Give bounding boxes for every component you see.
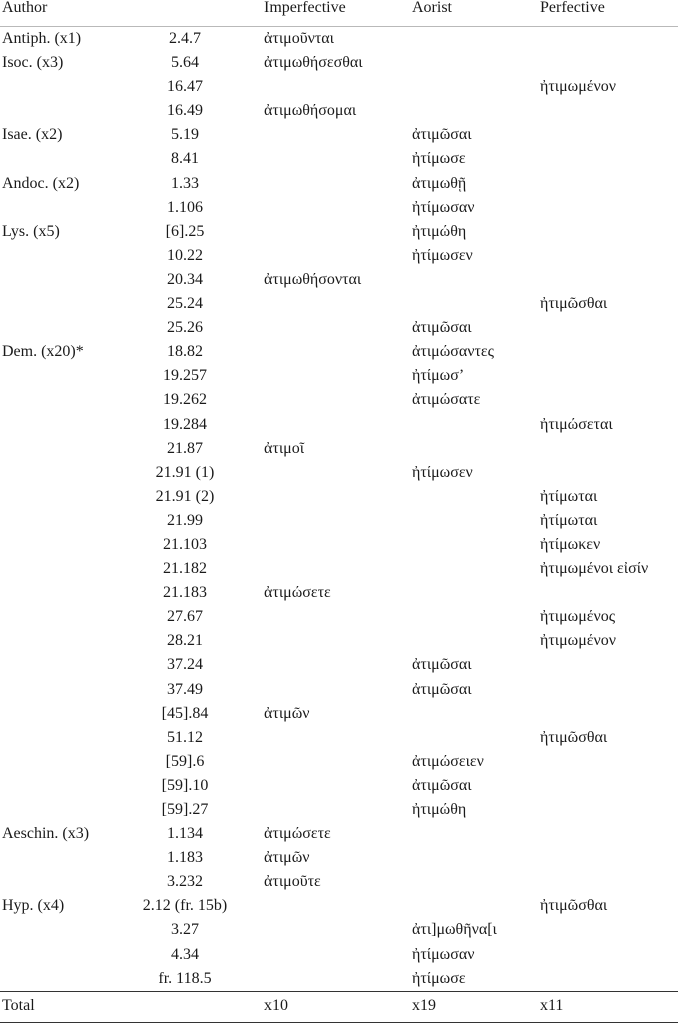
- cell-imperfective: ἀτιμοῦτε: [264, 873, 321, 891]
- table-row: [0, 340, 678, 364]
- cell-aorist: ἠτιμώθη: [412, 222, 467, 240]
- total-imperfective: x10: [264, 996, 288, 1014]
- cell-aorist: ἠτίμωσεν: [412, 246, 473, 264]
- cell-perfective: ἠτίμωκεν: [540, 535, 601, 553]
- table-row: [0, 461, 678, 485]
- cell-reference: fr. 118.5: [158, 969, 212, 987]
- cell-reference: 19.284: [163, 415, 207, 433]
- table-row: [0, 557, 678, 581]
- cell-aorist: ἠτίμωσε: [412, 969, 466, 987]
- table-row: [0, 702, 678, 726]
- table-row: [0, 388, 678, 412]
- table-row: [0, 172, 678, 196]
- table-row: [0, 726, 678, 750]
- cell-reference: 3.27: [171, 921, 199, 939]
- table-row: [0, 894, 678, 918]
- cell-reference: 21.87: [167, 439, 203, 457]
- cell-author: Andoc. (x2): [2, 174, 80, 192]
- table-row: [0, 220, 678, 244]
- cell-reference: 8.41: [171, 150, 199, 168]
- header-perfective: Perfective: [540, 0, 605, 16]
- cell-reference: [59].6: [165, 752, 205, 770]
- table-row: [0, 750, 678, 774]
- cell-reference: 21.103: [163, 535, 207, 553]
- cell-reference: 1.134: [167, 825, 203, 843]
- cell-perfective: ἠτιμώσεται: [540, 415, 613, 433]
- table-row: [0, 99, 678, 123]
- cell-perfective: ἠτιμωμένος: [540, 608, 616, 626]
- cell-aorist: ἀτιμῶσαι: [412, 776, 472, 794]
- cell-aorist: ἀτιμῶσαι: [412, 656, 472, 674]
- table-row: [0, 798, 678, 822]
- cell-perfective: ἠτιμῶσθαι: [540, 897, 608, 915]
- cell-reference: 25.26: [167, 319, 203, 337]
- cell-aorist: ἀτι]μωθῆνα[ι: [412, 921, 497, 939]
- table-row: [0, 943, 678, 967]
- cell-perfective: ἠτίμωται: [540, 487, 598, 505]
- cell-aorist: ἀτιμῶσαι: [412, 680, 472, 698]
- cell-aorist: ἀτιμῶσαι: [412, 319, 472, 337]
- cell-aorist: ἠτιμώθη: [412, 801, 467, 818]
- cell-reference: [45].84: [161, 704, 209, 722]
- table-row: [0, 629, 678, 653]
- table-row: [0, 123, 678, 147]
- table-row: [0, 196, 678, 220]
- header-imperfective: Imperfective: [264, 0, 346, 16]
- cell-reference: 21.99: [167, 511, 203, 529]
- cell-aorist: ἀτιμωθῇ: [412, 174, 467, 192]
- table-row: [0, 485, 678, 509]
- cell-imperfective: ἀτιμῶν: [264, 849, 310, 867]
- table-row: [0, 605, 678, 629]
- table-row: [0, 75, 678, 99]
- cell-reference: 21.91 (2): [155, 487, 215, 505]
- total-label: Total: [2, 996, 35, 1014]
- cell-imperfective: ἀτιμῶν: [264, 704, 310, 722]
- table-row: [0, 437, 678, 461]
- cell-imperfective: ἀτιμωθήσεσθαι: [264, 54, 363, 72]
- table-row: [0, 364, 678, 388]
- table-row: [0, 244, 678, 268]
- cell-reference: [59].27: [161, 801, 209, 818]
- table-row: [0, 147, 678, 171]
- total-perfective: x11: [540, 996, 564, 1014]
- cell-reference: 1.33: [171, 174, 199, 192]
- cell-reference: 21.183: [163, 584, 207, 602]
- table-row: [0, 846, 678, 870]
- cell-aorist: ἠτίμωσαν: [412, 945, 475, 963]
- cell-reference: 27.67: [167, 608, 203, 626]
- cell-aorist: ἀτιμώσειεν: [412, 752, 484, 770]
- cell-reference: 21.182: [163, 560, 207, 578]
- cell-reference: 2.4.7: [169, 30, 201, 47]
- table-row: [0, 509, 678, 533]
- cell-aorist: ἠτίμωσαν: [412, 198, 475, 216]
- cell-imperfective: ἀτιμοῖ: [264, 439, 304, 457]
- table-row: [0, 292, 678, 316]
- cell-author: Isoc. (x3): [2, 54, 64, 72]
- cell-author: Lys. (x5): [2, 222, 60, 240]
- cell-reference: 28.21: [167, 632, 203, 650]
- table-header-row: [0, 0, 678, 27]
- cell-perfective: ἠτιμωμένον: [540, 632, 616, 650]
- cell-reference: 37.24: [167, 656, 203, 674]
- cell-reference: 51.12: [167, 728, 203, 746]
- total-row: [0, 991, 678, 1023]
- cell-aorist: ἠτίμωσ’: [412, 367, 465, 385]
- table-row: [0, 967, 678, 991]
- header-aorist: Aorist: [412, 0, 452, 16]
- cell-perfective: ἠτίμωται: [540, 511, 598, 529]
- cell-reference: 3.232: [167, 873, 203, 891]
- table-row: [0, 316, 678, 340]
- cell-reference: 1.106: [167, 198, 203, 216]
- table-row: [0, 653, 678, 677]
- cell-reference: 16.47: [167, 78, 203, 96]
- cell-aorist: ἀτιμῶσαι: [412, 126, 472, 144]
- table-row: [0, 533, 678, 557]
- cell-author: Antiph. (x1): [2, 30, 82, 47]
- cell-perfective: ἠτιμῶσθαι: [540, 728, 608, 746]
- cell-reference: 4.34: [171, 945, 199, 963]
- cell-reference: 18.82: [167, 343, 203, 361]
- cell-perfective: ἠτιμῶσθαι: [540, 295, 608, 313]
- table-row: [0, 51, 678, 75]
- table-row: [0, 268, 678, 292]
- table-row: [0, 678, 678, 702]
- cell-reference: 37.49: [167, 680, 203, 698]
- table-row: [0, 581, 678, 605]
- cell-reference: 19.262: [163, 391, 207, 409]
- cell-reference: 1.183: [167, 849, 203, 867]
- cell-imperfective: ἀτιμωθήσονται: [264, 270, 362, 288]
- cell-reference: 21.91 (1): [155, 463, 215, 481]
- cell-reference: 5.64: [171, 54, 199, 72]
- cell-author: Dem. (x20)*: [2, 343, 84, 361]
- cell-imperfective: ἀτιμωθήσομαι: [264, 102, 357, 120]
- cell-reference: 25.24: [167, 295, 203, 313]
- cell-author: Aeschin. (x3): [2, 825, 90, 843]
- table-row: [0, 413, 678, 437]
- cell-aorist: ἀτιμώσατε: [412, 391, 481, 409]
- table-row: [0, 918, 678, 942]
- table-body: [0, 27, 678, 991]
- cell-reference: 2.12 (fr. 15b): [142, 897, 228, 915]
- cell-aorist: ἠτίμωσεν: [412, 463, 473, 481]
- table-row: [0, 27, 678, 51]
- cell-reference: 19.257: [163, 367, 207, 385]
- cell-reference: 10.22: [167, 246, 203, 264]
- cell-aorist: ἀτιμώσαντες: [412, 343, 494, 361]
- cell-imperfective: ἀτιμοῦνται: [264, 30, 334, 47]
- cell-imperfective: ἀτιμώσετε: [264, 584, 331, 602]
- cell-reference: 20.34: [167, 270, 203, 288]
- table-row: [0, 822, 678, 846]
- cell-perfective: ἠτιμωμένον: [540, 78, 616, 96]
- header-author: Author: [2, 0, 48, 16]
- cell-reference: [59].10: [161, 776, 209, 794]
- cell-aorist: ἠτίμωσε: [412, 150, 466, 168]
- cell-reference: 16.49: [167, 102, 203, 120]
- cell-imperfective: ἀτιμώσετε: [264, 825, 331, 843]
- table-row: [0, 870, 678, 894]
- cell-perfective: ἠτιμωμένοι εἰσίν: [540, 560, 649, 578]
- cell-reference: 5.19: [171, 126, 199, 144]
- total-aorist: x19: [412, 996, 436, 1014]
- cell-author: Isae. (x2): [2, 126, 63, 144]
- table-row: [0, 774, 678, 798]
- cell-author: Hyp. (x4): [2, 897, 65, 915]
- cell-reference: [6].25: [165, 222, 205, 240]
